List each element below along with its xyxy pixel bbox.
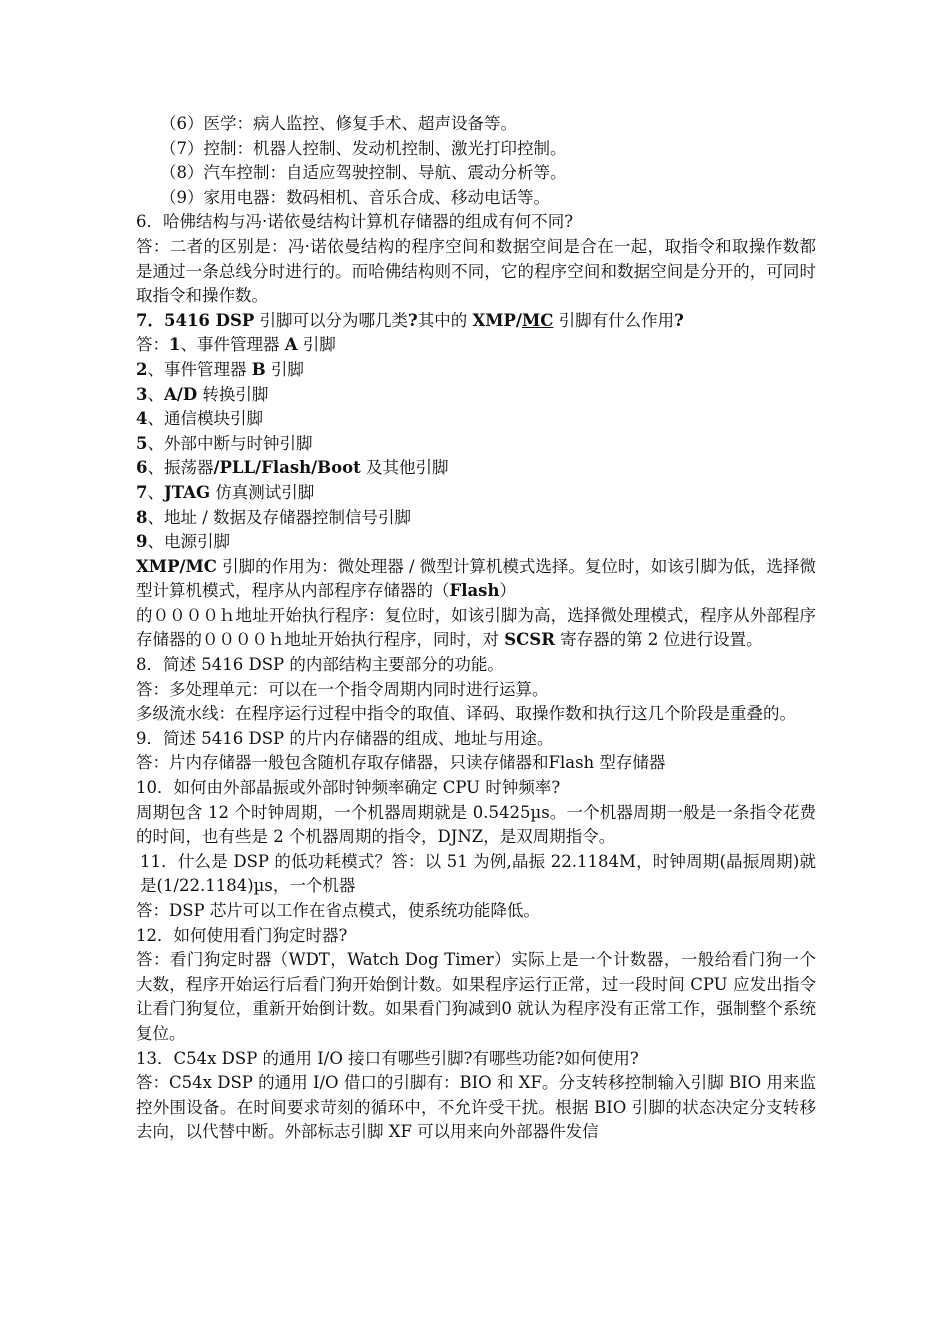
paragraph-text: 的００００ｈ地址开始执行程序：复位时，如该引脚为高，选择微处理模式，程序从外部程序存储器的００００ｈ地址开始执行程序，同时，对: [136, 605, 816, 650]
paragraph-text: 寄存器的第 2 位进行设置。: [554, 630, 763, 650]
answer-8-line-1: 答：多处理单元：可以在一个指令周期内同时进行运算。: [136, 679, 549, 699]
item-text: 及其他引脚: [360, 458, 449, 478]
item-number: 9: [136, 532, 148, 552]
list-item-control: （7）控制：机器人控制、发动机控制、激光打印控制。: [160, 138, 567, 158]
answer-7-item-4: [136, 407, 816, 432]
answer-7-item-2: [136, 358, 816, 383]
item-text: 、: [147, 384, 164, 404]
answer-prefix: 答：: [136, 335, 169, 355]
question-7: [136, 309, 816, 334]
list-item-medical: （6）医学：病人监控、修复手术、超声设备等。: [160, 114, 517, 133]
item-text: 仿真测试引脚: [210, 482, 315, 502]
question-9: 9．简述 5416 DSP 的片内存储器的组成、地址与用途。: [136, 728, 554, 748]
answer-7-item-1: [136, 333, 816, 358]
list-item-automotive: （8）汽车控制：自适应驾驶控制、导航、震动分析等。: [160, 163, 567, 183]
xmp-mc-paragraph-1: [136, 555, 816, 604]
item-number: 6: [136, 458, 148, 478]
answer-7-item-7: [136, 481, 816, 506]
answer-13: 答：C54x DSP 的通用 I/O 借口的引脚有：BIO 和 XF。分支转移控制输入引脚 BIO 用来监控外围设备。在时间要求苛刻的循环中，不允许受干扰。根据 BIO 引脚的状态决定分支转移去向，以代替中断。外部标志引脚 XF 可以用来向外部器件发信: [136, 1073, 816, 1142]
question-6: 6．哈佛结构与冯·诺依曼结构计算机存储器的组成有何不同?: [136, 212, 574, 232]
q7-qmark-2: ?: [674, 310, 684, 330]
q7-number: 7．5416 DSP: [136, 310, 255, 330]
term-flash: Flash: [449, 581, 500, 601]
item-number: 3: [136, 384, 148, 404]
term-scsr: SCSR: [504, 630, 555, 650]
answer-10: 周期包含 12 个时钟周期，一个机器周期就是 0.5425µs。一个机器周期一般是一条指令花费的时间，也有些是 2 个机器周期的指令，DJNZ，是双周期指令。: [136, 802, 816, 847]
document-body: [136, 112, 816, 1145]
item-number: 4: [136, 409, 148, 429]
item-number: 5: [136, 433, 148, 453]
item-letter: B: [251, 359, 266, 379]
answer-11: 答：DSP 芯片可以工作在省点模式，使系统功能降低。: [136, 901, 540, 920]
item-term: A/D: [163, 384, 198, 404]
q7-mc: MC: [521, 310, 554, 330]
item-number: 8: [136, 507, 148, 527]
question-8: 8．简述 5416 DSP 的内部结构主要部分的功能。: [136, 655, 504, 675]
q7-xmp: XMP/: [472, 310, 522, 330]
q7-text-3: 引脚有什么作用: [553, 310, 675, 330]
item-number: 1: [169, 335, 181, 355]
q7-text-2: 其中的: [417, 310, 473, 330]
answer-7-item-9: [136, 530, 816, 555]
item-text: 、外部中断与时钟引脚: [147, 433, 313, 453]
answer-7-item-5: [136, 432, 816, 457]
question-12: 12．如何使用看门狗定时器?: [136, 925, 348, 945]
answer-9: 答：片内存储器一般包含随机存取存储器，只读存储器和Flash 型存储器: [136, 753, 666, 773]
item-number: 7: [136, 482, 148, 502]
answer-7-item-3: [136, 383, 816, 408]
item-text: 、: [147, 482, 164, 502]
answer-8-line-2: 多级流水线：在程序运行过程中指令的取值、译码、取操作数和执行这几个阶段是重叠的。: [136, 704, 796, 724]
question-13: 13．C54x DSP 的通用 I/O 接口有哪些引脚?有哪些功能?如何使用?: [136, 1048, 639, 1068]
question-11: 11．什么是 DSP 的低功耗模式？答：以 51 为例,晶振 22.1184M，时钟周期(晶振周期)就是(1/22.1184)µs，一个机器: [140, 851, 816, 896]
question-10: 10．如何由外部晶振或外部时钟频率确定 CPU 时钟频率?: [136, 778, 561, 798]
item-letter: A: [284, 335, 298, 355]
item-term: /PLL/Flash/Boot: [213, 458, 361, 478]
item-text: 、通信模块引脚: [147, 409, 263, 429]
answer-12: 答：看门狗定时器（WDT，Watch Dog Timer）实际上是一个计数器，一般给看门狗一个大数，程序开始运行后看门狗开始倒计数。如果程序运行正常，过一段时间 CPU 应发出指令让看门狗复位，重新开始倒计数。如果看门狗减到0 就认为程序没有正常工作，强制整个系统复位。: [136, 950, 816, 1043]
list-item-appliances: （9）家用电器：数码相机、音乐合成、移动电话等。: [160, 187, 550, 207]
item-text: 、电源引脚: [147, 532, 230, 552]
paragraph-text: ）: [499, 581, 516, 601]
item-number: 2: [136, 359, 148, 379]
item-term: JTAG: [163, 482, 211, 502]
term-xmp-mc: XMP/MC: [136, 556, 217, 576]
q7-qmark-1: ?: [408, 310, 418, 330]
item-text: 、事件管理器: [147, 359, 252, 379]
xmp-mc-paragraph-2: [136, 604, 816, 653]
answer-7-item-8: [136, 506, 816, 531]
item-text: 转换引脚: [197, 384, 269, 404]
q7-text-1: 引脚可以分为哪几类: [254, 310, 409, 330]
paragraph-text: 引脚的作用为：微处理器 / 微型计算机模式选择。复位时，如该引脚为低，选择微型计算机模式，程序从内部程序存储器的（: [136, 556, 816, 601]
item-text: 、事件管理器: [180, 335, 285, 355]
item-text: 、振荡器: [147, 458, 214, 478]
item-text: 引脚: [297, 335, 336, 355]
item-text: 引脚: [265, 359, 304, 379]
item-text: 、地址 / 数据及存储器控制信号引脚: [147, 507, 412, 527]
answer-6: 答：二者的区别是：冯·诺依曼结构的程序空间和数据空间是合在一起，取指令和取操作数都是通过一条总线分时进行的。而哈佛结构则不同，它的程序空间和数据空间是分开的，可同时取指令和操作数。: [136, 236, 816, 306]
answer-7-item-6: [136, 456, 816, 481]
